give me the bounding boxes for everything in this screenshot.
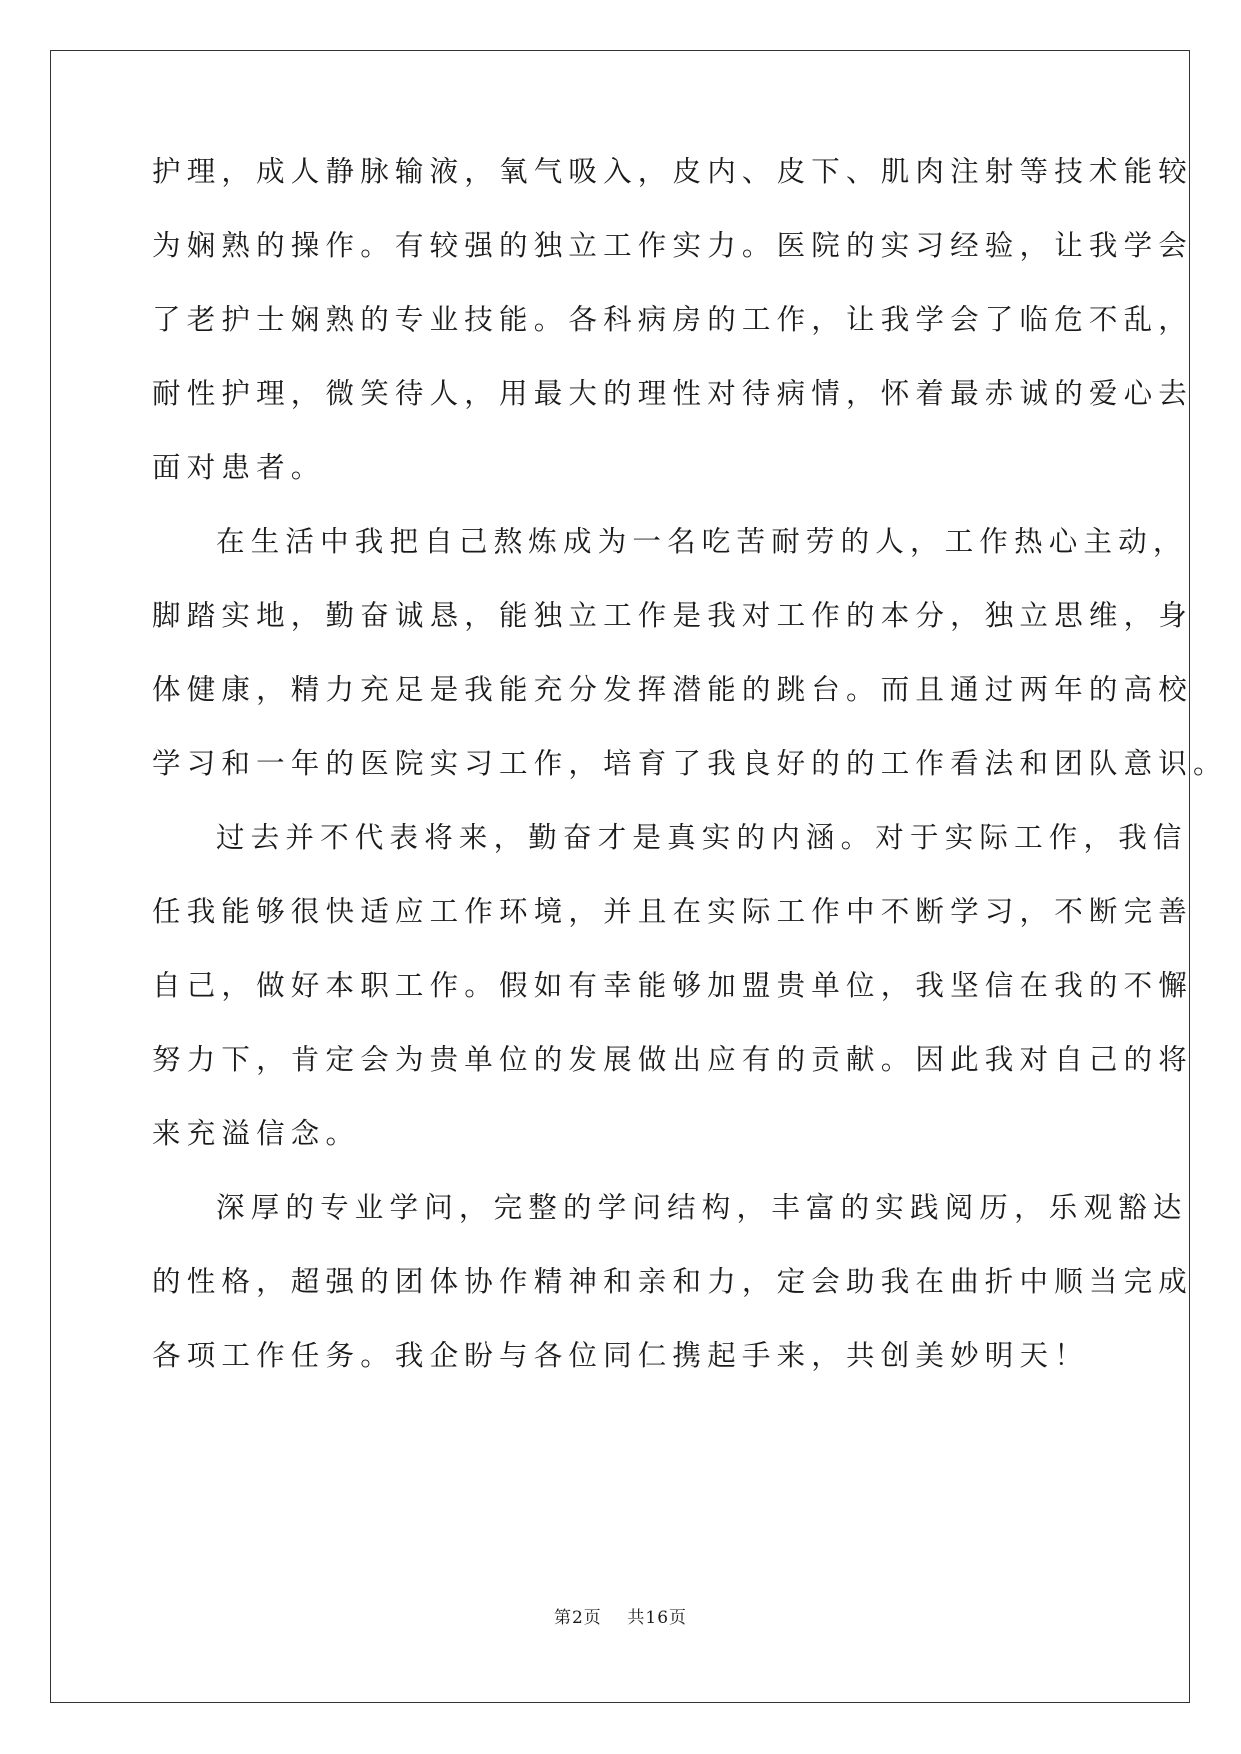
body-line: 各项工作任务。我企盼与各位同仁携起手来，共创美妙明天！ xyxy=(152,1339,1089,1372)
body-line: 任我能够很快适应工作环境，并且在实际工作中不断学习，不断完善 xyxy=(152,895,1194,928)
page-border xyxy=(50,50,1190,1703)
body-line: 耐性护理，微笑待人，用最大的理性对待病情，怀着最赤诚的爱心去 xyxy=(152,377,1194,410)
page-number-footer: 第2页 共16页 xyxy=(553,1608,688,1628)
paragraph-first-line: 在生活中我把自己熬炼成为一名吃苦耐劳的人，工作热心主动， xyxy=(216,525,1188,558)
body-line: 了老护士娴熟的专业技能。各科病房的工作，让我学会了临危不乱， xyxy=(152,303,1194,336)
body-line: 面对患者。 xyxy=(152,451,326,484)
body-line: 为娴熟的操作。有较强的独立工作实力。医院的实习经验，让我学会 xyxy=(152,229,1194,262)
paragraph-first-line: 过去并不代表将来，勤奋才是真实的内涵。对于实际工作，我信 xyxy=(216,821,1188,854)
body-line: 护理，成人静脉输液，氧气吸入，皮内、皮下、肌肉注射等技术能较 xyxy=(152,155,1194,188)
body-line: 学习和一年的医院实习工作，培育了我良好的的工作看法和团队意识。 xyxy=(152,747,1228,780)
body-line: 自己，做好本职工作。假如有幸能够加盟贵单位，我坚信在我的不懈 xyxy=(152,969,1194,1002)
body-line: 体健康，精力充足是我能充分发挥潜能的跳台。而且通过两年的高校 xyxy=(152,673,1194,706)
body-line: 脚踏实地，勤奋诚恳，能独立工作是我对工作的本分，独立思维，身 xyxy=(152,599,1194,632)
paragraph-first-line: 深厚的专业学问，完整的学问结构，丰富的实践阅历，乐观豁达 xyxy=(216,1191,1188,1224)
body-line: 的性格，超强的团体协作精神和亲和力，定会助我在曲折中顺当完成 xyxy=(152,1265,1194,1298)
body-line: 努力下，肯定会为贵单位的发展做出应有的贡献。因此我对自己的将 xyxy=(152,1043,1194,1076)
body-line: 来充溢信念。 xyxy=(152,1117,361,1150)
